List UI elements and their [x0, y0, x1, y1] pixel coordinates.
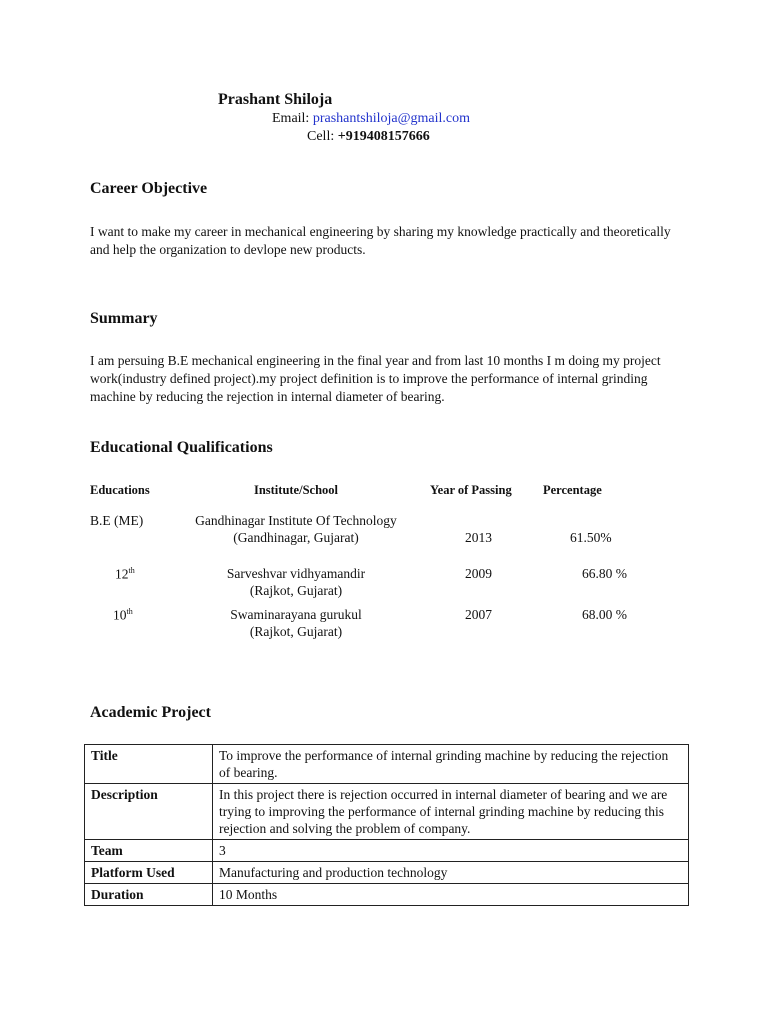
edu-col-institute: Institute/School — [253, 483, 339, 497]
project-key: Platform Used — [85, 862, 213, 884]
project-key: Title — [85, 745, 213, 784]
table-row — [85, 745, 689, 784]
edu-row-level: 10th — [113, 607, 133, 623]
table-row — [85, 784, 689, 840]
project-value: Manufacturing and production technology — [213, 862, 689, 884]
education-heading: Educational Qualifications — [90, 439, 273, 456]
table-row — [85, 884, 689, 906]
email-link[interactable]: prashantshiloja@gmail.com — [312, 111, 470, 126]
project-table — [84, 744, 689, 906]
project-key: Team — [85, 840, 213, 862]
cell-line — [307, 129, 430, 145]
cell-label: Cell: — [307, 129, 335, 144]
summary-text: I am persuing B.E mechanical engineering in the final year and from last 10 months I m doing my project work(industry defined project).my project definition is to improve the performance of internal grinding machine by reducing the rejection in internal diameter of bearing. — [90, 353, 661, 404]
email-line — [272, 111, 470, 127]
email-label: Email: — [272, 111, 310, 126]
edu-row-year: 2013 — [465, 530, 492, 545]
edu-row-level: B.E (ME) — [90, 513, 144, 528]
edu-row-institute: Swaminarayana gurukul — [230, 607, 362, 622]
edu-row-level: 12th — [115, 566, 135, 582]
career-objective-heading: Career Objective — [90, 180, 208, 197]
edu-row-percentage: 68.00 % — [582, 607, 627, 622]
career-objective-text: I want to make my career in mechanical engineering by sharing my knowledge practically and theoretically and help the organization to devlope new products. — [90, 224, 671, 257]
candidate-name: Prashant Shiloja — [218, 91, 333, 108]
edu-row-institute-location: (Gandhinagar, Gujarat) — [233, 530, 359, 545]
academic-project-heading: Academic Project — [90, 704, 211, 721]
edu-row-institute: Gandhinagar Institute Of Technology — [195, 513, 397, 528]
edu-row-percentage: 61.50% — [570, 530, 612, 545]
edu-col-year: Year of Passing — [430, 483, 512, 497]
table-row — [85, 840, 689, 862]
project-key: Duration — [85, 884, 213, 906]
project-key: Description — [85, 784, 213, 840]
edu-row-institute-location: (Rajkot, Gujarat) — [249, 624, 343, 639]
edu-col-percentage: Percentage — [543, 483, 602, 497]
edu-row-percentage: 66.80 % — [582, 566, 627, 581]
edu-row-institute: Sarveshvar vidhyamandir — [226, 566, 366, 581]
edu-row-year: 2009 — [465, 566, 492, 581]
cell-number: +919408157666 — [337, 129, 430, 144]
project-value: 10 Months — [213, 884, 689, 906]
summary-heading: Summary — [90, 310, 158, 327]
table-row — [85, 862, 689, 884]
edu-row-institute-location: (Rajkot, Gujarat) — [249, 583, 343, 598]
project-value: In this project there is rejection occurred in internal diameter of bearing and we are trying to improving the performance of internal grinding machine by reducing this rejection and solving the problem of company. — [213, 784, 689, 840]
edu-row-year: 2007 — [465, 607, 492, 622]
project-value: To improve the performance of internal grinding machine by reducing the rejection of bearing. — [213, 745, 689, 784]
project-value: 3 — [213, 840, 689, 862]
edu-col-educations: Educations — [90, 483, 150, 497]
